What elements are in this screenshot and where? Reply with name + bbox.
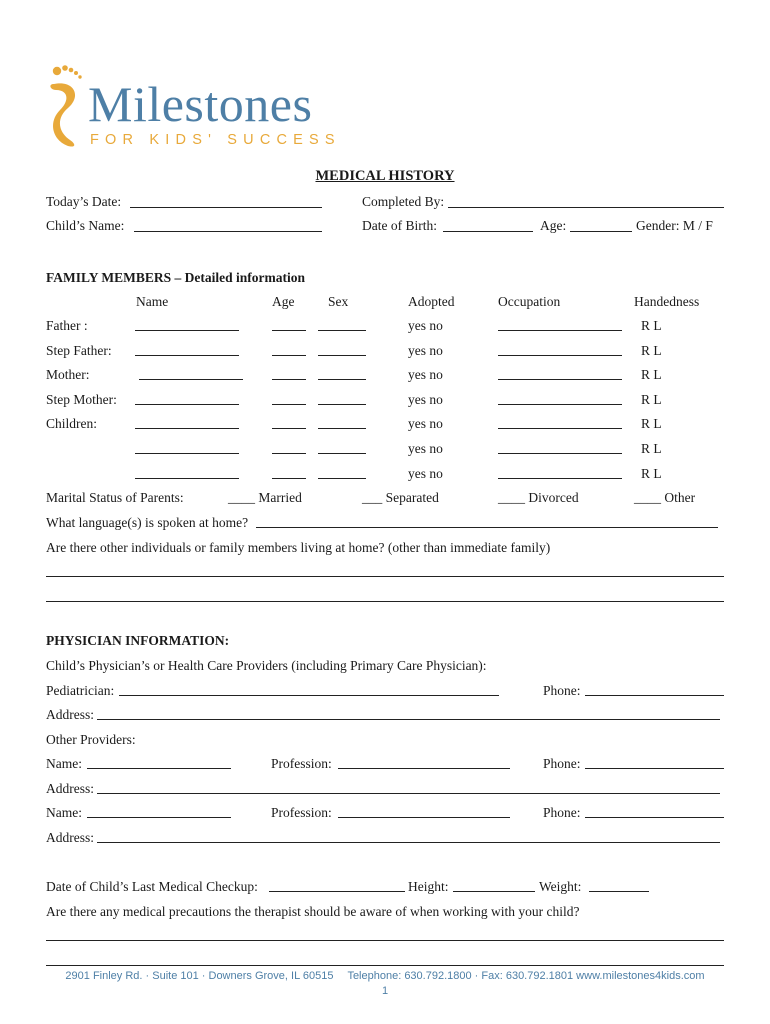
family-row-sex-field[interactable] [318, 379, 366, 380]
family-row-label: Step Father: [46, 343, 112, 358]
provider1-address-label: Address: [46, 781, 94, 796]
provider1-phone-label: Phone: [543, 756, 581, 771]
language-field[interactable] [256, 527, 718, 528]
provider2-profession-field[interactable] [338, 817, 510, 818]
family-heading: FAMILY MEMBERS – Detailed information [46, 270, 305, 285]
family-row-occupation-field[interactable] [498, 453, 622, 454]
family-row-age-field[interactable] [272, 355, 306, 356]
family-row-label: Step Mother: [46, 392, 117, 407]
family-row-handedness-choice[interactable]: R L [641, 416, 662, 431]
family-row-sex-field[interactable] [318, 478, 366, 479]
family-row-occupation-field[interactable] [498, 330, 622, 331]
col-handedness: Handedness [634, 294, 700, 309]
others-question: Are there other individuals or family members living at home? (other than immediate family) [46, 540, 551, 555]
page-number: 1 [381, 985, 389, 997]
family-row-name-field[interactable] [135, 355, 239, 356]
family-row-handedness-choice[interactable]: R L [641, 441, 662, 456]
family-row-handedness-choice[interactable]: R L [641, 367, 662, 382]
age-field[interactable] [570, 231, 632, 232]
todays-date-label: Today’s Date: [46, 194, 122, 209]
family-row-name-field[interactable] [135, 478, 239, 479]
provider2-name-label: Name: [46, 805, 82, 820]
family-row-handedness-choice[interactable]: R L [641, 392, 662, 407]
family-row-age-field[interactable] [272, 428, 306, 429]
date-of-birth-label: Date of Birth: [362, 218, 437, 233]
childs-name-field[interactable] [134, 231, 322, 232]
marital-label: Marital Status of Parents: [46, 490, 184, 505]
family-row-label: Children: [46, 416, 97, 431]
family-row-name-field[interactable] [135, 428, 239, 429]
col-name: Name [136, 294, 169, 309]
family-row-name-field[interactable] [139, 379, 243, 380]
family-row-name-field[interactable] [135, 330, 239, 331]
footer [0, 970, 770, 982]
pediatrician-address-field[interactable] [97, 719, 720, 720]
family-row-occupation-field[interactable] [498, 379, 622, 380]
other-providers-label: Other Providers: [46, 732, 136, 747]
col-adopted: Adopted [408, 294, 455, 309]
logo-tagline: FOR KIDS' SUCCESS [90, 132, 341, 148]
family-row-occupation-field[interactable] [498, 478, 622, 479]
family-row-sex-field[interactable] [318, 453, 366, 454]
others-field-line-1[interactable] [46, 576, 724, 577]
provider1-profession-field[interactable] [338, 768, 510, 769]
provider1-name-field[interactable] [87, 768, 231, 769]
provider2-name-field[interactable] [87, 817, 231, 818]
marital-other[interactable]: ____ Other [634, 490, 696, 505]
family-row-adopted-choice[interactable]: yes no [408, 318, 443, 333]
physician-heading: PHYSICIAN INFORMATION: [46, 633, 230, 648]
page-title: MEDICAL HISTORY [315, 168, 455, 184]
col-age: Age [272, 294, 295, 309]
family-row-name-field[interactable] [135, 404, 239, 405]
family-row-sex-field[interactable] [318, 330, 366, 331]
pediatrician-phone-field[interactable] [585, 695, 724, 696]
provider2-address-label: Address: [46, 830, 94, 845]
others-field-line-2[interactable] [46, 601, 724, 602]
physician-intro: Child’s Physician’s or Health Care Providers (including Primary Care Physician): [46, 658, 487, 673]
family-row-adopted-choice[interactable]: yes no [408, 392, 443, 407]
family-row-adopted-choice[interactable]: yes no [408, 441, 443, 456]
family-row-occupation-field[interactable] [498, 428, 622, 429]
marital-divorced[interactable]: ____ Divorced [498, 490, 579, 505]
family-row-occupation-field[interactable] [498, 404, 622, 405]
family-row-age-field[interactable] [272, 379, 306, 380]
family-row-label: Father : [46, 318, 88, 333]
family-row-adopted-choice[interactable]: yes no [408, 416, 443, 431]
age-label: Age: [540, 218, 567, 233]
col-sex: Sex [328, 294, 349, 309]
provider2-phone-field[interactable] [585, 817, 724, 818]
family-row-sex-field[interactable] [318, 355, 366, 356]
provider1-address-field[interactable] [97, 793, 720, 794]
family-row-adopted-choice[interactable]: yes no [408, 466, 443, 481]
precautions-field-line-2[interactable] [46, 965, 724, 966]
family-row-age-field[interactable] [272, 453, 306, 454]
provider2-address-field[interactable] [97, 842, 720, 843]
family-row-sex-field[interactable] [318, 404, 366, 405]
family-row-adopted-choice[interactable]: yes no [408, 343, 443, 358]
provider1-phone-field[interactable] [585, 768, 724, 769]
family-row-occupation-field[interactable] [498, 355, 622, 356]
family-row-sex-field[interactable] [318, 428, 366, 429]
pediatrician-phone-label: Phone: [543, 683, 581, 698]
date-of-birth-field[interactable] [443, 231, 533, 232]
family-row-handedness-choice[interactable]: R L [641, 466, 662, 481]
footprint-logo-icon [46, 62, 90, 150]
checkup-date-field[interactable] [269, 891, 405, 892]
footer-contact: Telephone: 630.792.1800 · Fax: 630.792.1801 www.milestones4kids.com [347, 970, 705, 982]
childs-name-label: Child’s Name: [46, 218, 125, 233]
provider1-name-label: Name: [46, 756, 82, 771]
family-row-age-field[interactable] [272, 404, 306, 405]
marital-separated[interactable]: ___ Separated [362, 490, 439, 505]
precautions-question: Are there any medical precautions the therapist should be aware of when working with your child? [46, 904, 580, 919]
weight-label: Weight: [539, 879, 582, 894]
family-row-age-field[interactable] [272, 478, 306, 479]
height-label: Height: [408, 879, 449, 894]
height-field[interactable] [453, 891, 535, 892]
pediatrician-address-label: Address: [46, 707, 94, 722]
family-row-age-field[interactable] [272, 330, 306, 331]
col-occupation: Occupation [498, 294, 561, 309]
family-row-handedness-choice[interactable]: R L [641, 343, 662, 358]
checkup-date-label: Date of Child’s Last Medical Checkup: [46, 879, 258, 894]
marital-married[interactable]: ____ Married [228, 490, 302, 505]
language-question: What language(s) is spoken at home? [46, 515, 249, 530]
footer-address: 2901 Finley Rd. · Suite 101 · Downers Grove, IL 60515 [65, 970, 334, 982]
logo-wordmark: Milestones [88, 76, 313, 132]
family-row-label: Mother: [46, 367, 90, 382]
precautions-field-line-1[interactable] [46, 940, 724, 941]
family-row-name-field[interactable] [135, 453, 239, 454]
family-row-adopted-choice[interactable]: yes no [408, 367, 443, 382]
gender-label[interactable]: Gender: M / F [636, 218, 713, 233]
todays-date-field[interactable] [130, 207, 322, 208]
weight-field[interactable] [589, 891, 649, 892]
completed-by-label: Completed By: [362, 194, 445, 209]
pediatrician-label: Pediatrician: [46, 683, 115, 698]
provider2-phone-label: Phone: [543, 805, 581, 820]
provider2-profession-label: Profession: [271, 805, 332, 820]
completed-by-field[interactable] [448, 207, 724, 208]
family-row-handedness-choice[interactable]: R L [641, 318, 662, 333]
provider1-profession-label: Profession: [271, 756, 332, 771]
pediatrician-field[interactable] [119, 695, 499, 696]
